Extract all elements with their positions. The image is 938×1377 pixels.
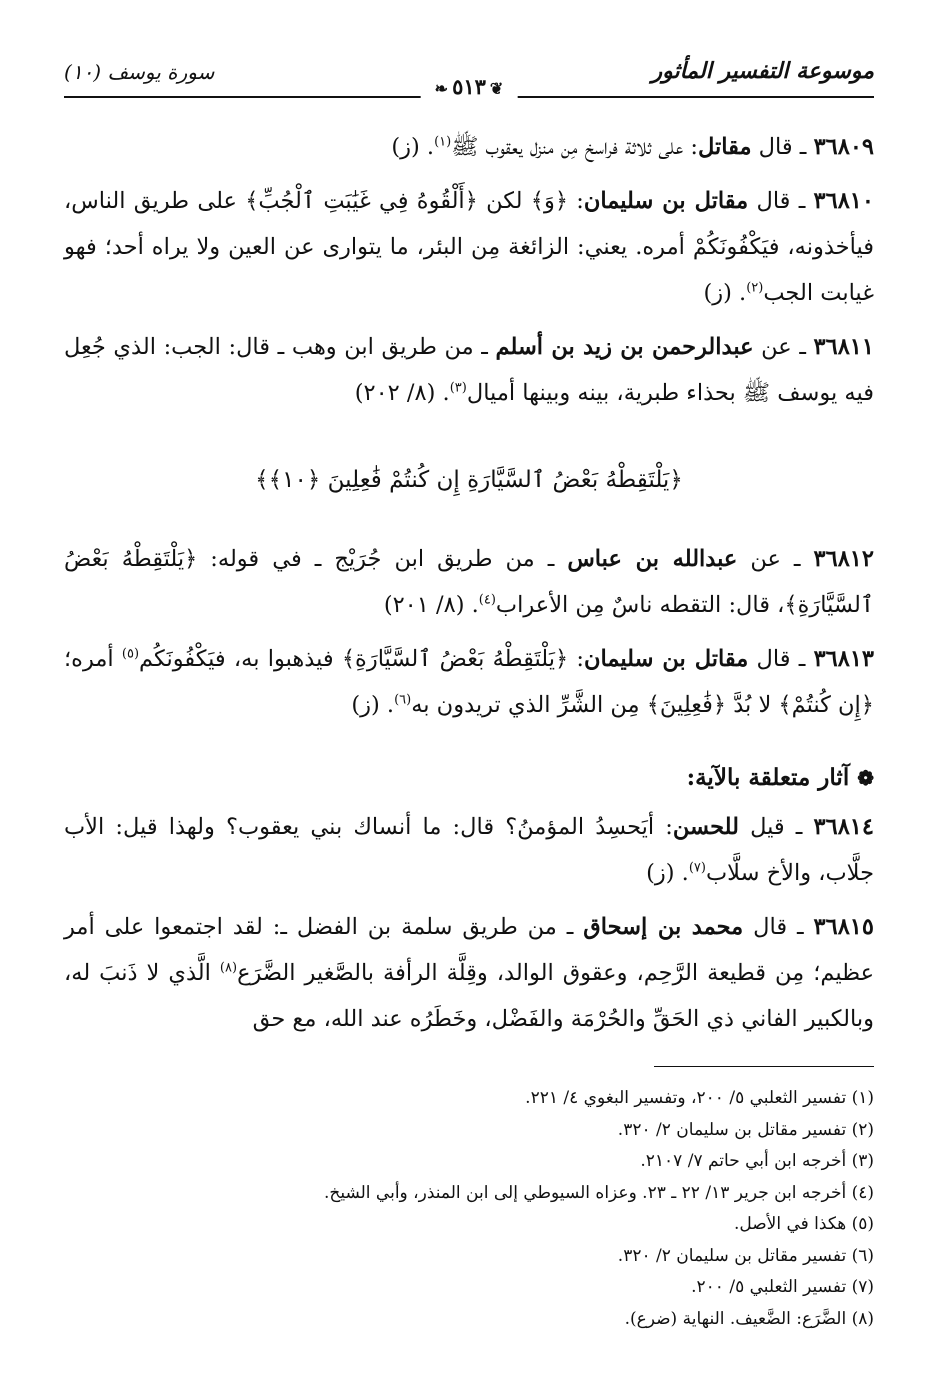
footnote-item: (٣) أخرجه ابن أبي حاتم ٧/ ٢١٠٧.: [640, 1151, 874, 1171]
narrator-name: عبدالله بن عباس: [567, 546, 738, 572]
footnote-ref[interactable]: (٣): [449, 380, 467, 396]
page-number: ❦٥١٣❧: [421, 74, 518, 99]
ornament-icon: ❧: [434, 79, 449, 98]
narration-number: ٣٦٨٠٩: [813, 134, 874, 160]
narration-number: ٣٦٨١٢: [813, 546, 874, 572]
narration-paragraph: ٣٦٨١٤ ـ قيل للحسن: أيَحسِدُ المؤمنُ؟ قال: ما أنساك بني يعقوب؟ ولهذا قيل: الأب جلَّاب، والأخ سلَّاب$^{(٧)}$. (ز): [64, 814, 874, 886]
footnotes: [64, 1083, 874, 1335]
flower-ornament-icon: ❁: [857, 766, 874, 790]
footnote-ref[interactable]: (٢): [746, 280, 764, 296]
footnote-ref[interactable]: (٦): [394, 692, 412, 708]
footnote-item: (٢) تفسير مقاتل بن سليمان ٢/ ٣٢٠.: [617, 1119, 874, 1140]
section-heading: ❁ آثار متعلقة بالآية:: [686, 764, 874, 791]
footnote-ref[interactable]: (٨): [219, 960, 238, 976]
footnote-ref[interactable]: (٥): [121, 646, 140, 662]
footnote-divider: [654, 1066, 874, 1067]
narration-number: ٣٦٨١١: [813, 334, 874, 360]
footnote-item: (٨) الضَّرَع: الضَّعيف. النهاية (ضرع).: [624, 1308, 874, 1329]
page-content: [64, 124, 874, 1335]
footnote-item: (٦) تفسير مقاتل بن سليمان ٢/ ٣٢٠.: [617, 1245, 874, 1266]
narration-number: ٣٦٨١٥: [813, 914, 874, 940]
narration-paragraph: ٣٦٨١٢ ـ عن عبدالله بن عباس ـ من طريق ابن جُرَيْج ـ في قوله: ﴿يَلْتَقِطْهُ بَعْضُ ٱلسَّيَّارَةِ﴾، قال: التقطه ناسٌ مِن الأعراب$^{(٤)}$. (٨/ ٢٠١): [64, 546, 874, 618]
ornament-icon: ❦: [489, 79, 504, 98]
footnote-item: (٤) أخرجه ابن جرير ١٣/ ٢٢ ـ ٢٣. وعزاه السيوطي إلى ابن المنذر، وأبي الشيخ.: [323, 1182, 874, 1203]
narration-number: ٣٦٨١٠: [813, 188, 874, 214]
narration-paragraph: ٣٦٨١٠ ـ قال مقاتل بن سليمان: ﴿وَ﴾ لكن ﴿أَلْقُوهُ فِي غَيَٰبَتِ ٱلْجُبِّ﴾ على طريق الناس، فيأخذونه، فيَكْفُونَكُمْ أمره. يعني: الزائغة مِن البئر، ما يتوارى عن العين ولا يراه أحد؛ فهو غيابت الجب$^{(٢)}$. (ز): [64, 188, 874, 306]
narration-number: ٣٦٨١٣: [813, 646, 874, 672]
narration-paragraph: ٣٦٨١١ ـ عن عبدالرحمن بن زيد بن أسلم ـ من طريق ابن وهب ـ قال: الجب: الذي جُعِل فيه يوسف ﷺ بحذاء طبرية، بينه وبينها أميال$^{(٣)}$. (٨/ ٢٠٢): [64, 334, 874, 406]
narrator-name: عبدالرحمن بن زيد بن أسلم: [495, 334, 754, 360]
footnote-ref[interactable]: (٧): [688, 860, 706, 876]
narrator-name: مقاتل: [697, 134, 752, 160]
narration-paragraph: ٣٦٨١٣ ـ قال مقاتل بن سليمان: ﴿يَلْتَقِطْهُ بَعْضُ ٱلسَّيَّارَةِ﴾ فيذهبوا به، فيَكْفُونَكُم$^{(٥)}$ أمره؛ ﴿إِن كُنتُمْ﴾ لا بُدَّ ﴿فَٰعِلِينَ﴾ مِن الشَّرِّ الذي تريدون به$^{(٦)}$. (ز): [64, 646, 874, 718]
surah-title: سورة يوسف (١٠): [64, 60, 215, 84]
narrator-name: للحسن: [672, 814, 739, 840]
footnote-item: (٧) تفسير الثعلبي ٥/ ٢٠٠.: [691, 1277, 874, 1297]
footnote-ref[interactable]: (٤): [478, 592, 496, 608]
page-header: [64, 52, 874, 98]
narration-paragraph: ٣٦٨٠٩ ـ قال مقاتل: على ثلاثة فراسخ مِن منزل يعقوب ﷺ$^{(١)}$. (ز): [391, 134, 874, 160]
book-title: موسوعة التفسير المأثور: [651, 58, 874, 84]
narrator-name: محمد بن إسحاق: [583, 914, 744, 940]
narrator-name: مقاتل بن سليمان: [584, 646, 749, 672]
footnote-ref[interactable]: (١): [434, 134, 452, 150]
footnote-item: (٥) هكذا في الأصل.: [733, 1214, 874, 1234]
quran-verse: ﴿يَلْتَقِطْهُ بَعْضُ ٱلسَّيَّارَةِ إِن كُنتُمْ فَٰعِلِينَ ﴿١٠﴾﴾: [255, 467, 683, 493]
narrator-name: مقاتل بن سليمان: [583, 188, 749, 214]
narration-number: ٣٦٨١٤: [813, 814, 874, 840]
narration-paragraph: ٣٦٨١٥ ـ قال محمد بن إسحاق ـ من طريق سلمة بن الفضل ـ: لقد اجتمعوا على أمر عظيم؛ مِن قطيعة الرَّحِم، وعقوق الوالد، وقِلَّة الرأفة بالصَّغير الضَّرَع$^{(٨)}$ الَّذي لا ذَنبَ له، وبالكبير الفاني ذي الحَقِّ والحُرْمَة والفَضْل، وخَطَرُه عند الله، مع حق: [64, 914, 874, 1032]
footnote-item: (١) تفسير الثعلبي ٥/ ٢٠٠، وتفسير البغوي ٤/ ٢٢١.: [525, 1088, 874, 1108]
